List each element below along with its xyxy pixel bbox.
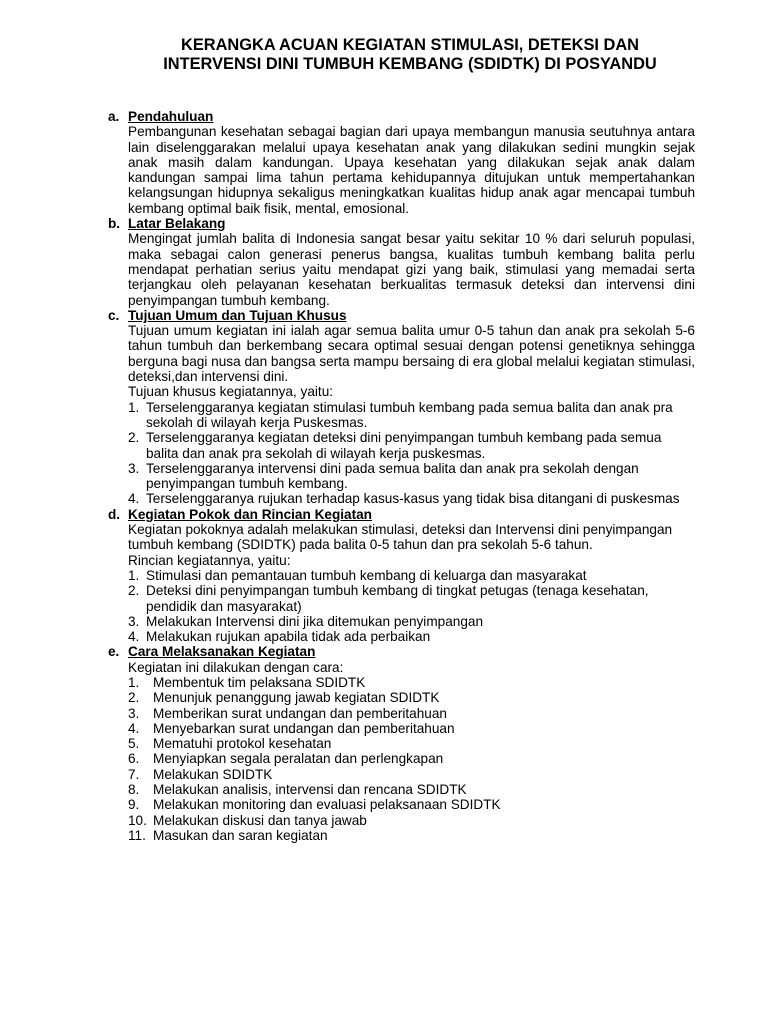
list-number: 3. xyxy=(128,705,140,721)
list-text: Mematuhi protokol kesehatan xyxy=(153,736,332,752)
list-item xyxy=(128,751,695,766)
list-item xyxy=(128,797,695,812)
list-number: 4. xyxy=(128,720,140,736)
section-letter: b. xyxy=(108,216,121,232)
list-text: Menunjuk penanggung jawab kegiatan SDIDTK xyxy=(153,690,440,706)
section-letter: c. xyxy=(108,307,120,323)
section-letter: a. xyxy=(108,109,120,124)
list-text: Masukan dan saran kegiatan xyxy=(153,827,328,843)
list-item xyxy=(128,461,695,492)
title-line-1: KERANGKA ACUAN KEGIATAN STIMULASI, DETEKSI DAN xyxy=(180,36,640,54)
list-item xyxy=(128,706,695,721)
rincian-kegiatan-list xyxy=(128,568,695,644)
section-letter: d. xyxy=(108,506,121,522)
document-title xyxy=(100,36,720,74)
list-text: Membentuk tim pelaksana SDIDTK xyxy=(153,674,366,690)
section-cara-melaksanakan xyxy=(108,644,695,843)
section-heading: Cara Melaksanakan Kegiatan xyxy=(128,644,316,660)
section-heading: Pendahuluan xyxy=(128,109,214,124)
section-letter: e. xyxy=(108,644,120,660)
list-number: 10. xyxy=(128,812,147,828)
list-intro: Kegiatan ini dilakukan dengan cara: xyxy=(128,659,344,675)
list-number: 2. xyxy=(128,690,140,706)
list-item xyxy=(128,629,695,644)
list-text: Terselenggaranya kegiatan deteksi dini penyimpangan tumbuh kembang pada semua balita dan anak pra sekolah di wilayah kerja puskesmas. xyxy=(146,430,662,461)
list-text: Melakukan Intervensi dini jika ditemukan penyimpangan xyxy=(146,613,484,629)
list-item xyxy=(128,583,695,614)
section-paragraph: Pembangunan kesehatan sebagai bagian dari upaya membangun manusia seutuhnya antara lain diselenggarakan melalui upaya kesehatan anak yang dilakukan sedini mungkin sejak anak masih dalam kandungan. Upaya kesehatan yang dilakukan sejak anak dalam kandungan sampai lima tahun pertama kehidupannya ditujukan untuk mempertahankan kelangsungan hidupnya sekaligus meningkatkan kualitas hidup anak agar mencapai tumbuh kembang optimal baik fisik, mental, emosional. xyxy=(128,124,695,216)
section-latar-belakang xyxy=(108,216,695,308)
list-item xyxy=(128,813,695,828)
list-number: 4. xyxy=(128,629,140,645)
list-item xyxy=(128,767,695,782)
list-text: Melakukan rujukan apabila tidak ada perbaikan xyxy=(146,629,431,645)
list-item xyxy=(128,782,695,797)
list-text: Menyiapkan segala peralatan dan perlengkapan xyxy=(153,751,444,767)
list-item xyxy=(128,568,695,583)
list-number: 7. xyxy=(128,766,140,782)
list-item xyxy=(128,400,695,431)
list-number: 8. xyxy=(128,782,140,798)
list-number: 2. xyxy=(128,430,140,446)
list-item xyxy=(128,675,695,690)
list-text: Terselenggaranya kegiatan stimulasi tumbuh kembang pada semua balita dan anak pra sekolah di wilayah kerja Puskesmas. xyxy=(146,399,673,430)
tujuan-khusus-list xyxy=(128,400,695,507)
list-intro: Tujuan khusus kegiatannya, yaitu: xyxy=(128,384,334,400)
list-item xyxy=(128,736,695,751)
list-item xyxy=(128,690,695,705)
section-paragraph: Kegiatan pokoknya adalah melakukan stimulasi, deteksi dan Intervensi dini penyimpangan tumbuh kembang (SDIDTK) pada balita 0-5 tahun dan pra sekolah 5-6 tahun. xyxy=(128,522,673,553)
list-number: 1. xyxy=(128,674,140,690)
section-paragraph: Mengingat jumlah balita di Indonesia sangat besar yaitu sekitar 10 % dari seluruh populasi, maka sebagai calon generasi penerus bangsa, kualitas tumbuh kembang balita perlu mendapat perhatian serius yaitu mendapat gizi yang baik, stimulasi yang memadai serta terjangkau oleh pelayanan kesehatan berkualitas termasuk deteksi dan intervensi dini penyimpangan tumbuh kembang. xyxy=(128,231,695,308)
list-text: Memberikan surat undangan dan pemberitahuan xyxy=(153,705,447,721)
section-tujuan xyxy=(108,308,695,507)
list-text: Melakukan SDIDTK xyxy=(153,766,273,782)
list-intro: Rincian kegiatannya, yaitu: xyxy=(128,552,291,568)
title-line-2: INTERVENSI DINI TUMBUH KEMBANG (SDIDTK) DI POSYANDU xyxy=(163,55,657,73)
list-number: 3. xyxy=(128,460,140,476)
cara-kegiatan-list xyxy=(128,675,695,843)
section-heading: Tujuan Umum dan Tujuan Khusus xyxy=(128,307,347,323)
list-number: 6. xyxy=(128,751,140,767)
list-text: Terselenggaranya rujukan terhadap kasus-kasus yang tidak bisa ditangani di puskesmas xyxy=(146,491,680,507)
section-heading: Latar Belakang xyxy=(128,216,226,232)
list-number: 11. xyxy=(128,827,146,843)
list-item xyxy=(128,828,695,843)
list-item xyxy=(128,430,695,461)
list-item xyxy=(128,614,695,629)
list-number: 4. xyxy=(128,491,140,507)
list-number: 1. xyxy=(128,567,140,583)
list-number: 1. xyxy=(128,399,140,415)
section-pendahuluan xyxy=(108,109,695,216)
section-paragraph: Tujuan umum kegiatan ini ialah agar semua balita umur 0-5 tahun dan anak pra sekolah 5-6 tahun tumbuh dan berkembang secara optimal sesuai dengan potensi genetiknya sehingga berguna bagi nusa dan bangsa serta mampu bersaing di era global melalui kegiatan stimulasi, deteksi,dan intervensi dini. xyxy=(128,323,695,385)
list-number: 3. xyxy=(128,613,140,629)
list-item xyxy=(128,491,695,506)
list-text: Melakukan diskusi dan tanya jawab xyxy=(153,812,367,828)
section-heading: Kegiatan Pokok dan Rincian Kegiatan xyxy=(128,506,372,522)
list-text: Deteksi dini penyimpangan tumbuh kembang di tingkat petugas (tenaga kesehatan, pendidik dan masyarakat) xyxy=(146,583,649,614)
list-number: 5. xyxy=(128,736,140,752)
list-text: Melakukan monitoring dan evaluasi pelaksanaan SDIDTK xyxy=(153,797,501,813)
list-text: Terselenggaranya intervensi dini pada semua balita dan anak pra sekolah dengan penyimpangan tumbuh kembang. xyxy=(146,460,639,492)
document-body xyxy=(108,109,695,843)
list-number: 9. xyxy=(128,797,140,813)
list-text: Menyebarkan surat undangan dan pemberitahuan xyxy=(153,720,455,736)
list-number: 2. xyxy=(128,583,140,599)
list-text: Stimulasi dan pemantauan tumbuh kembang di keluarga dan masyarakat xyxy=(146,567,587,583)
list-item xyxy=(128,721,695,736)
section-kegiatan-pokok xyxy=(108,507,695,645)
list-text: Melakukan analisis, intervensi dan rencana SDIDTK xyxy=(153,782,467,798)
